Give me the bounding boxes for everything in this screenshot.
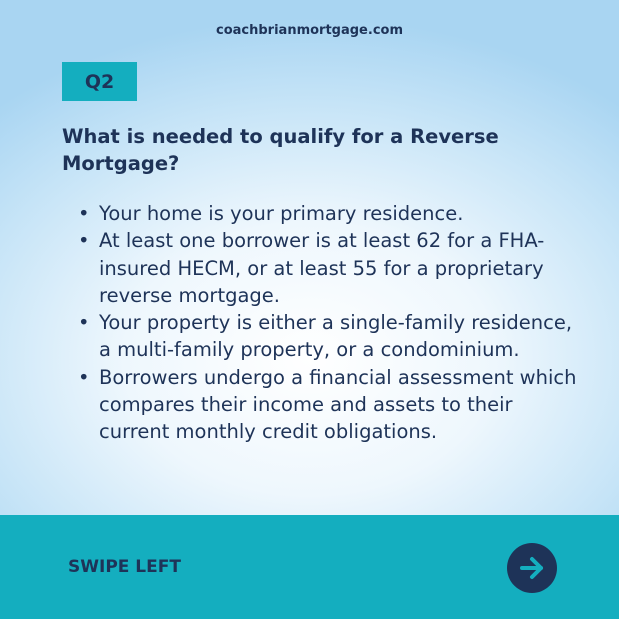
list-item-text: Your property is either a single-family residence, a multi-family property, or a condominium. (99, 311, 573, 362)
question-number-badge: Q2 (62, 62, 137, 101)
list-item (78, 227, 578, 309)
list-item-text: Borrowers undergo a financial assessment which compares their income and assets to their current monthly credit obligations. (99, 365, 577, 444)
list-item (78, 309, 578, 364)
arrow-right-icon (517, 553, 547, 583)
answer-list (78, 200, 578, 446)
list-item (78, 200, 578, 227)
site-url: coachbrianmortgage.com (216, 23, 403, 38)
bullet-icon: • (78, 365, 90, 389)
swipe-left-label: SWIPE LEFT (68, 557, 181, 577)
list-item-text: At least one borrower is at least 62 for a FHA-insured HECM, or at least 55 for a proprietary reverse mortgage. (99, 229, 545, 307)
bullet-icon: • (78, 202, 90, 225)
footer-bar (0, 515, 619, 619)
question-heading: What is needed to qualify for a Reverse Mortgage? (62, 125, 499, 175)
list-item (78, 364, 578, 446)
bullet-icon: • (78, 229, 90, 253)
bullet-icon: • (78, 311, 90, 335)
next-button[interactable] (507, 543, 557, 593)
list-item-text: Your home is your primary residence. (99, 202, 464, 225)
